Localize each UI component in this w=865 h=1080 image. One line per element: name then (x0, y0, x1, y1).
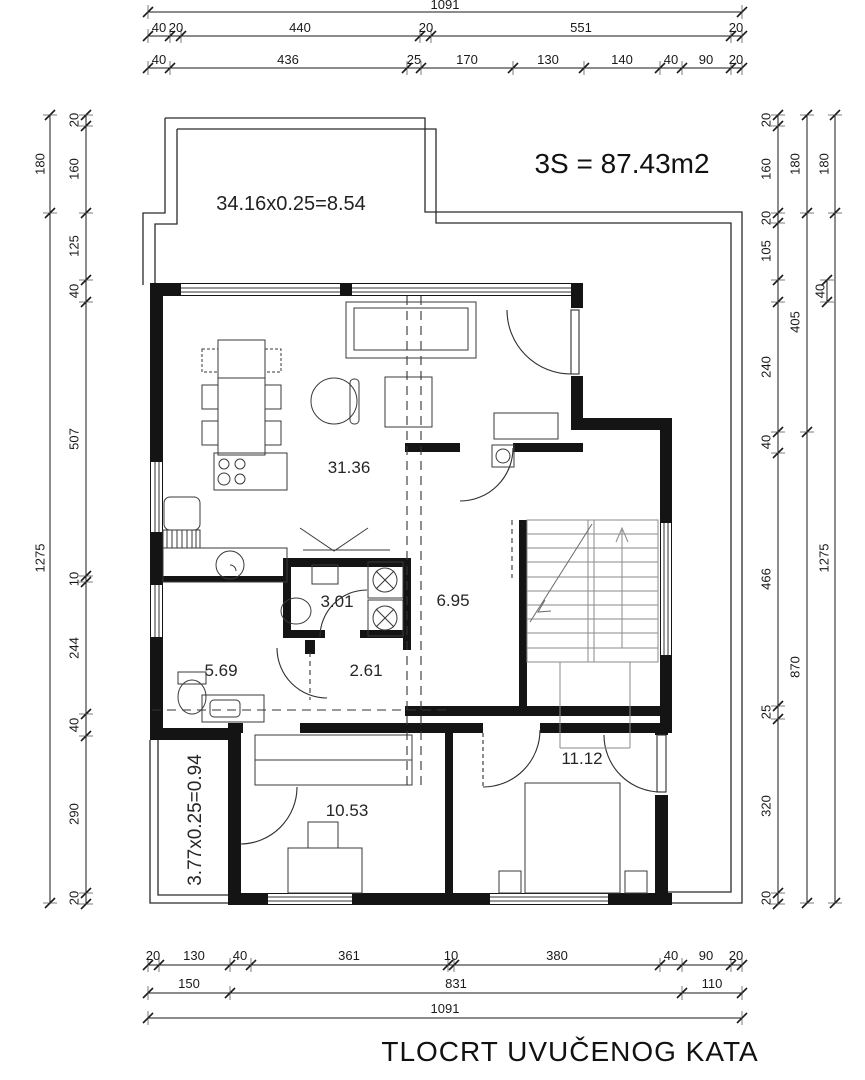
dim-label: 20 (66, 890, 82, 906)
dim-label: 130 (537, 52, 559, 67)
dim-line-left-inner (79, 110, 93, 909)
dim-label: 466 (758, 568, 774, 590)
dim-label: 405 (787, 311, 803, 333)
dim-label: 20 (728, 20, 744, 35)
dim-label: 40 (663, 948, 679, 963)
bedroom-right-door-arc (483, 730, 540, 787)
dim-label: 551 (570, 20, 592, 35)
dim-label: 240 (758, 356, 774, 378)
dim-line-right-inner (771, 110, 785, 909)
dim-label: 40 (758, 434, 774, 450)
dim-label: 90 (698, 52, 714, 67)
living-room (300, 302, 558, 551)
room-area-bedroom-right: 11.12 (561, 749, 603, 768)
dim-label: 20 (758, 210, 774, 226)
room-area-bathroom: 5.69 (204, 661, 238, 680)
dim-label: 831 (445, 976, 467, 991)
vanity (202, 695, 264, 722)
dim-label: 40 (232, 948, 248, 963)
dim-label: 170 (456, 52, 478, 67)
dim-line-left-outer (43, 110, 57, 908)
dim-label: 244 (66, 637, 82, 659)
room-area-hallway: 6.95 (436, 591, 470, 610)
dim-line-top-mid (143, 29, 747, 43)
toilet-tank (178, 672, 206, 684)
roof-calc-left-label: 3.77x0.25=0.94 (185, 754, 206, 886)
dim-label: 105 (758, 240, 774, 262)
chair (265, 385, 281, 409)
dim-line-right-outer (828, 110, 842, 908)
dim-label: 20 (758, 112, 774, 128)
dim-label: 180 (787, 153, 803, 175)
cabinet (494, 413, 558, 439)
dim-label: 40 (663, 52, 679, 67)
chair (202, 349, 218, 372)
drawing-title: TLOCRT UVUČENOG KATA (381, 1036, 759, 1067)
nightstand (499, 871, 521, 893)
dim-label: 870 (787, 656, 803, 678)
nightstand (625, 871, 647, 893)
coat-rack (300, 528, 368, 551)
desk (288, 848, 362, 893)
room-area-living: 31.36 (327, 458, 371, 477)
dim-label: 40 (66, 717, 82, 733)
dim-label: 507 (66, 428, 82, 450)
dim-label: 20 (418, 20, 434, 35)
apartment-area-label: 3S = 87.43m2 (534, 148, 710, 179)
dim-label: 20 (66, 112, 82, 128)
burner (235, 474, 245, 484)
dim-label: 10 (443, 948, 459, 963)
dim-label: 380 (546, 948, 568, 963)
chair (202, 421, 218, 445)
dining-table (218, 340, 265, 455)
burner (219, 459, 229, 469)
burner (235, 459, 245, 469)
dim-label: 40 (66, 283, 82, 299)
dim-label: 160 (66, 158, 82, 180)
balcony-door-arc-top (507, 310, 571, 374)
chair (202, 385, 218, 409)
sofa-seat (354, 308, 468, 350)
dim-label: 160 (758, 158, 774, 180)
dim-label: 180 (816, 153, 832, 175)
bed (525, 783, 620, 893)
dim-label: 320 (758, 795, 774, 817)
kitchen-dining (163, 340, 287, 582)
chair (265, 349, 281, 372)
bedroom-left-door-arc (240, 787, 297, 844)
mirror-cabinet (312, 565, 338, 584)
dim-label: 1275 (32, 543, 48, 573)
burner (218, 473, 230, 485)
dim-label: 290 (66, 803, 82, 825)
room-area-bedroom-left: 10.53 (325, 801, 369, 820)
balcony-door-leaf-top (571, 310, 579, 374)
bath-door-arc (277, 648, 327, 698)
dim-line-right-middle (800, 110, 814, 908)
dim-label: 40 (812, 283, 828, 299)
dim-label: 361 (338, 948, 360, 963)
entry-door-arc (460, 448, 513, 501)
dim-label: 440 (289, 20, 311, 35)
dim-label: 150 (178, 976, 200, 991)
dim-label: 40 (151, 20, 167, 35)
balcony-door-leaf-right (657, 735, 666, 792)
desk-chair (308, 822, 338, 848)
room-area-bath-small: 3.01 (320, 592, 354, 611)
kitchen-sink-unit (164, 497, 200, 530)
dim-label: 125 (66, 235, 82, 257)
dim-label: 10 (66, 571, 82, 587)
chair (265, 421, 281, 445)
dim-label: 40 (151, 52, 167, 67)
dim-label: 25 (406, 52, 422, 67)
dim-line-top-detail (143, 61, 747, 75)
dim-label: 20 (168, 20, 184, 35)
room-area-closet: 2.61 (349, 661, 383, 680)
dim-label: 20 (728, 948, 744, 963)
dim-label: 436 (277, 52, 299, 67)
dim-label: 20 (758, 890, 774, 906)
dim-label: 140 (611, 52, 633, 67)
dim-label: 1091 (430, 1001, 460, 1016)
dim-label: 20 (728, 52, 744, 67)
dim-label: 20 (145, 948, 161, 963)
dim-label: 130 (183, 948, 205, 963)
dim-label: 1275 (816, 543, 832, 573)
dim-label: 1091 (430, 0, 460, 12)
dim-label: 90 (698, 948, 714, 963)
dim-label: 180 (32, 153, 48, 175)
roof-calc-top-label: 34.16x0.25=8.54 (216, 193, 366, 215)
dim-label: 25 (758, 704, 774, 720)
coffee-table (385, 377, 432, 427)
dim-label: 110 (701, 976, 723, 991)
